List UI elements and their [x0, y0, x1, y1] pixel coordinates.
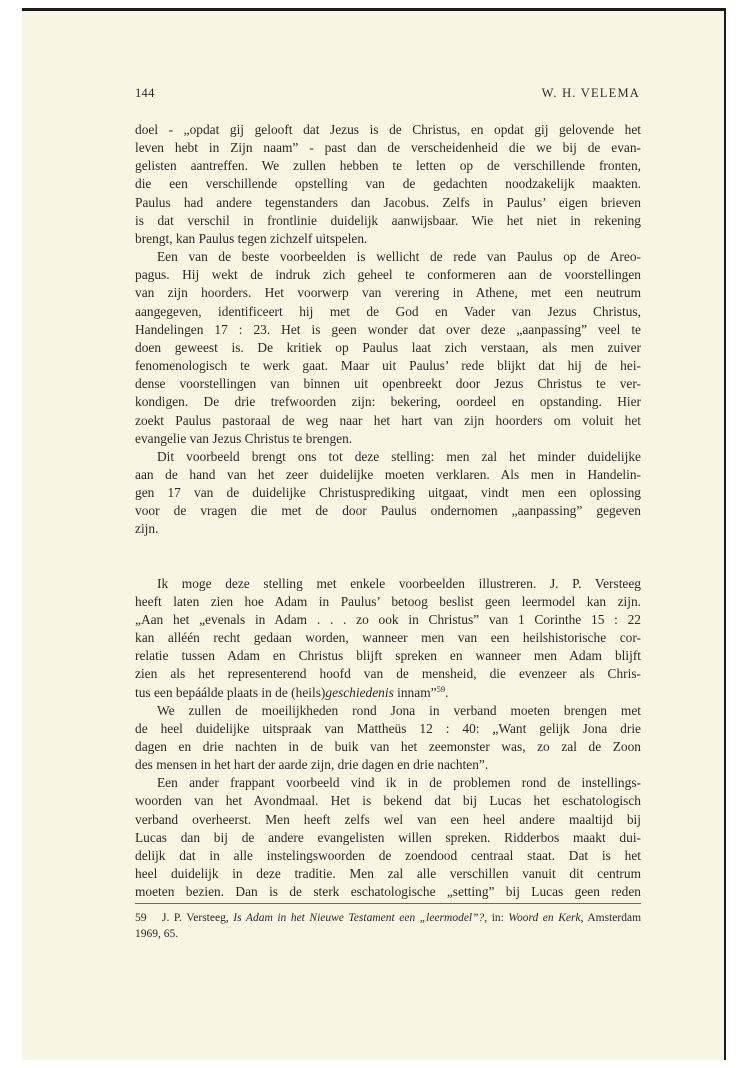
text-line: brengt, kan Paulus tegen zichzelf uitspelen.: [135, 230, 368, 246]
text-line: We zullen de moeilijkheden rond Jona in verband moeten brengen met: [157, 702, 641, 718]
text-line: Paulus had andere tegenstanders dan Jacobus. Zelfs in Paulus’ eigen brieven: [135, 194, 641, 210]
text-segment: tus een bepáálde plaats in de (heils): [135, 684, 326, 700]
text-line: des mensen in het hart der aarde zijn, drie dagen en drie nachten”.: [135, 757, 489, 773]
text-line: pagus. Hij wekt de indruk zich geheel te conformeren aan de voorstellingen: [135, 267, 641, 283]
footnote-reference[interactable]: 59: [436, 683, 446, 694]
footnote-title: Is Adam in het Nieuwe Testament een „leermodel”?: [233, 912, 485, 924]
text-line: dense voorstellingen van binnen uit openbreekt door Jezus Christus te ver-: [135, 376, 641, 392]
text-line: dagen en drie nachten in de buik van het zeemonster was, zo zal de Zoon: [135, 739, 641, 754]
footnote-journal: Woord en Kerk: [508, 912, 581, 924]
text-line: heel duidelijk in deze traditie. Men zal alle verschillen vanuit dit centrum: [135, 866, 641, 882]
text-line: leven hebt in Zijn naam” - past dan de verscheidenheid die we bij de evan-: [135, 140, 641, 156]
text-line: Een van de beste voorbeelden is wellicht de rede van Paulus op de Areo-: [157, 249, 641, 265]
text-line: moeten bezien. Dan is de sterk eschatologische „setting” bij Lucas geen reden: [135, 884, 641, 900]
text-line: fenomenologisch te werk gaat. Maar uit Paulus’ rede blijkt dat hij de hei-: [135, 358, 641, 374]
text-line: kan alléén recht gedaan worden, wanneer men van een heilshistorische cor-: [135, 630, 641, 646]
text-line: [135, 684, 641, 702]
text-line: gen 17 van de duidelijke Christusprediking uitgaat, vindt men een oplossing: [135, 485, 641, 501]
running-head-author: W. H. VELEMA: [541, 86, 640, 100]
text-line: aan de hand van het zeer duidelijke moeten verklaren. Als men in Handelin-: [135, 466, 641, 482]
text-line: van zijn hoorders. Het voorwerp van verering in Athene, met een neutrum: [135, 285, 641, 301]
text-line: evangelie van Jezus Christus te brengen.: [135, 430, 353, 446]
text-line: de heel duidelijke uitspraak van Mattheüs 12 : 40: „Want gelijk Jona drie: [135, 720, 641, 736]
footnote-separator: , in:: [484, 912, 504, 924]
footnote-author: J. P. Versteeg,: [162, 912, 229, 924]
text-line: voor de vragen die met de door Paulus ondernomen „aanpassing” gegeven: [135, 503, 641, 519]
text-line: Lucas dan bij de andere evangelisten willen spreken. Ridderbos maakt dui-: [135, 829, 641, 845]
text-line: verband overheerst. Men heeft zelfs wel van een heel andere maaltijd bij: [135, 811, 641, 827]
text-line: die een verschillende opstelling van de gedachten noodzakelijk maakten.: [135, 176, 641, 192]
text-line: zoekt Paulus pastoraal de weg naar het hart van zijn hoorders om voluit het: [135, 412, 641, 428]
text-line: doel - „opdat gij gelooft dat Jezus is de Christus, en opdat gij gelovende het: [135, 122, 641, 137]
text-line: Ik moge deze stelling met enkele voorbeelden illustreren. J. P. Versteeg: [157, 575, 641, 591]
text-line: Een ander frappant voorbeeld vind ik in de problemen rond de instellings-: [157, 775, 641, 791]
text-line: doen geweest is. De kritiek op Paulus laat zich verstaan, als men zuiver: [135, 339, 641, 355]
text-line: gelisten aantreffen. We zullen hebben te letten op de verschillende fronten,: [135, 158, 641, 174]
text-segment: innam”: [393, 684, 437, 700]
page-number: 144: [135, 86, 155, 100]
text-line: woorden van het Avondmaal. Het is bekend dat bij Lucas het eschatologisch: [135, 793, 641, 809]
text-line: Dit voorbeeld brengt ons tot deze stelling: men zal het minder duidelijke: [157, 448, 641, 464]
footnote-number: 59: [135, 912, 147, 924]
text-line: delijk dat in alle instelingswoorden de zoendood centraal staat. Dat is het: [135, 847, 641, 863]
text-line: relatie tussen Adam en Christus blijft spreken en wanneer men Adam blijft: [135, 648, 641, 664]
italic-term: geschiedenis: [325, 684, 394, 700]
footnote-publication: , Amsterdam 1969, 65.: [135, 912, 642, 940]
text-line: zijn.: [135, 521, 159, 537]
footnote-divider: [135, 903, 641, 904]
footnote: [135, 910, 641, 942]
text-segment: .: [445, 684, 449, 700]
section-gap: [135, 539, 641, 575]
body-text: [135, 121, 641, 901]
footnote-line: [135, 910, 641, 942]
text-line: heeft laten zien hoe Adam in Paulus’ betoog beslist geen leermodel kan zijn.: [135, 593, 641, 609]
text-line: kondigen. De drie trefwoorden zijn: bekering, oordeel en opstanding. Hier: [135, 394, 641, 410]
text-line: aangegeven, identificeert hij met de God en Vader van Jezus Christus,: [135, 303, 641, 319]
text-line: zien als het representerend hoofd van de mensheid, die evenzeer als Chris-: [135, 666, 641, 682]
text-line: Handelingen 17 : 23. Het is geen wonder dat over deze „aanpassing” veel te: [135, 321, 641, 337]
text-line: „Aan het „evenals in Adam . . . zo ook in Christus” van 1 Corinthe 15 : 22: [135, 611, 641, 627]
text-line: is dat verschil in frontlinie duidelijk aanwijsbaar. Wie het niet in rekening: [135, 212, 641, 228]
